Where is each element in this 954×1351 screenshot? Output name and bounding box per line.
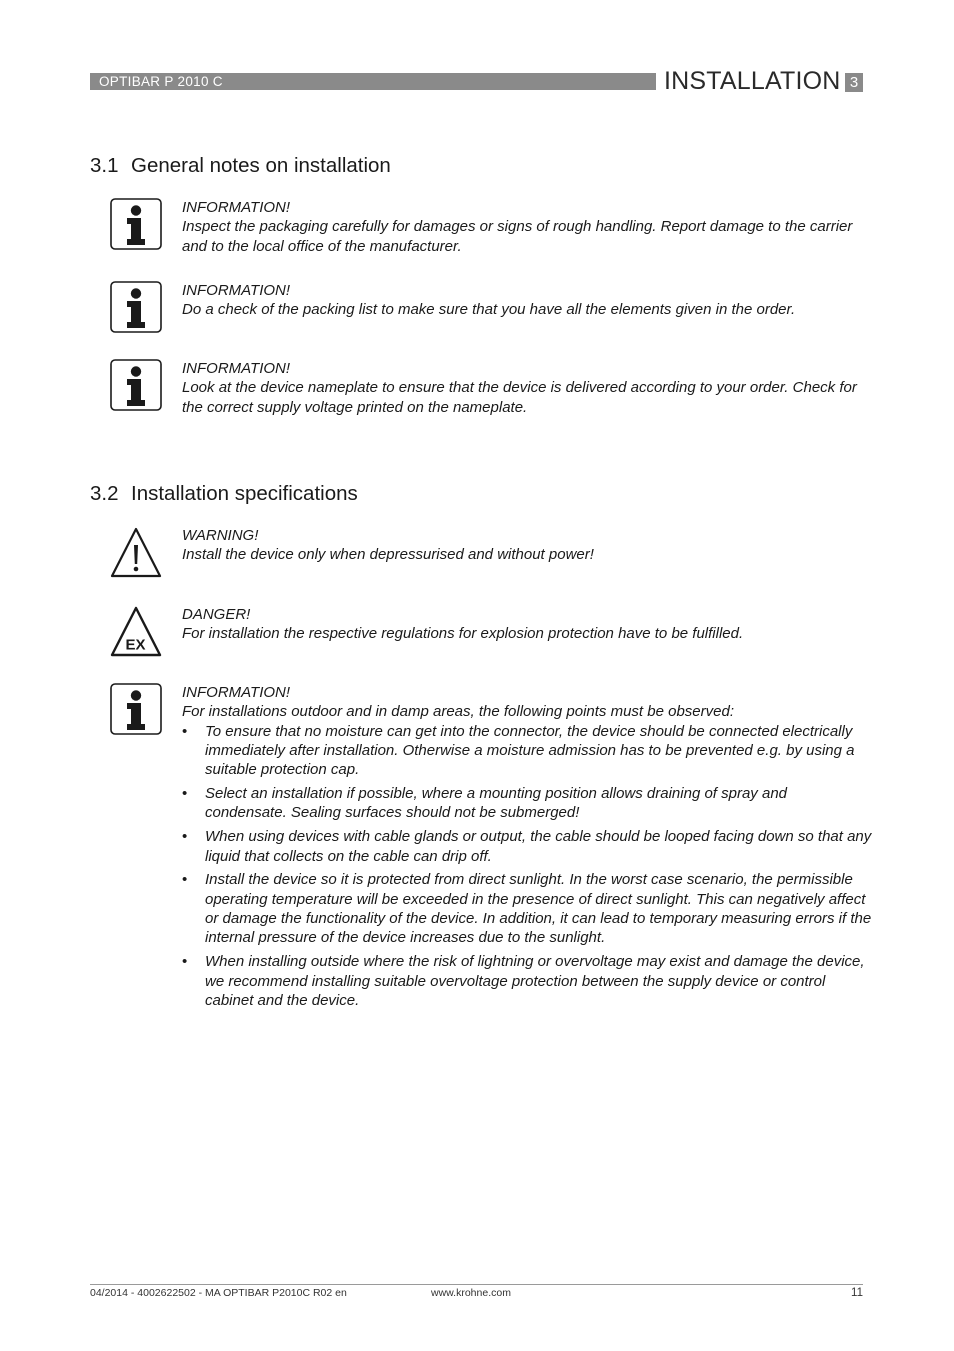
information-icon [110,359,162,416]
notice-text: For installation the respective regulations for explosion protection have to be fulfilled. [182,625,744,643]
information-icon [110,198,162,255]
footer-divider [90,1284,863,1285]
list-item [182,784,872,823]
footer-website: www.krohne.com [431,1287,511,1299]
section-title: Installation specifications [131,482,358,505]
list-item [182,870,872,947]
warning-icon [110,526,162,583]
bullet-symbol: • [182,828,188,846]
bullet-symbol: • [182,785,188,803]
bullet-symbol: • [182,722,188,740]
ex-danger-icon [110,605,162,662]
product-name: OPTIBAR P 2010 C [99,74,223,89]
notice-text: Install the device only when depressurised and without power! [182,546,594,564]
notice-label: INFORMATION! [182,360,291,377]
notice-text: Inspect the packaging carefully for damages or signs of rough handling. Report damage to the carrier and to the local office of the manufacturer. [182,218,853,255]
notice-text: For installations outdoor and in damp areas, the following points must be observed: [182,703,734,721]
chapter-title: INSTALLATION [664,67,841,95]
list-item-text: Select an installation if possible, where a mounting position allows draining of spray and condensate. Sealing surfaces should not be submerged! [205,785,788,822]
footer-document-reference: 04/2014 - 4002622502 - MA OPTIBAR P2010C R02 en [90,1287,347,1299]
bullet-symbol: • [182,871,188,889]
notice-text: Look at the device nameplate to ensure that the device is delivered according to your order. Check for the correct supply voltage printed on the nameplate. [182,379,857,416]
notice-text: Do a check of the packing list to make sure that you have all the elements given in the order. [182,301,796,319]
list-item [182,722,872,780]
notice-label: INFORMATION! [182,684,291,701]
bullet-list [182,722,872,1011]
list-item [182,952,872,1010]
list-item-text: When installing outside where the risk of lightning or overvoltage may exist and damage the device, we recommend installing suitable overvoltage protection between the supply device or control cabinet and the device. [205,953,865,1009]
notice-label: INFORMATION! [182,199,291,216]
section-number: 3.2 [90,482,119,505]
section-heading-installation-specifications [90,481,358,507]
notice-label: INFORMATION! [182,282,291,299]
list-item-text: When using devices with cable glands or output, the cable should be looped facing down so that any liquid that collects on the cable can drip off. [205,828,872,865]
page-number: 11 [851,1287,863,1299]
list-item [182,827,872,866]
ex-icon-label: EX [125,636,146,654]
section-number: 3.1 [90,154,119,177]
section-heading-general-notes [90,153,391,179]
bullet-symbol: • [182,953,188,971]
list-item-text: To ensure that no moisture can get into the connector, the device should be connected electrically immediately after installation. Otherwise a moisture admission has to be prevented e.g. by using a suitable protection cap. [205,722,855,779]
chapter-number-badge: 3 [845,73,863,92]
information-icon [110,281,162,338]
notice-label: DANGER! [182,606,251,623]
section-title: General notes on installation [131,154,391,177]
list-item-text: Install the device so it is protected from direct sunlight. In the worst case scenario, the permissible operating temperature will be exceeded in the presence of direct sunlight. This can negatively affect or damage the functionality of the device. In addition, it can lead to temporary measuring errors if the internal pressure of the device increases due to the sunlight. [205,871,872,947]
notice-label: WARNING! [182,527,259,544]
information-icon [110,683,162,740]
